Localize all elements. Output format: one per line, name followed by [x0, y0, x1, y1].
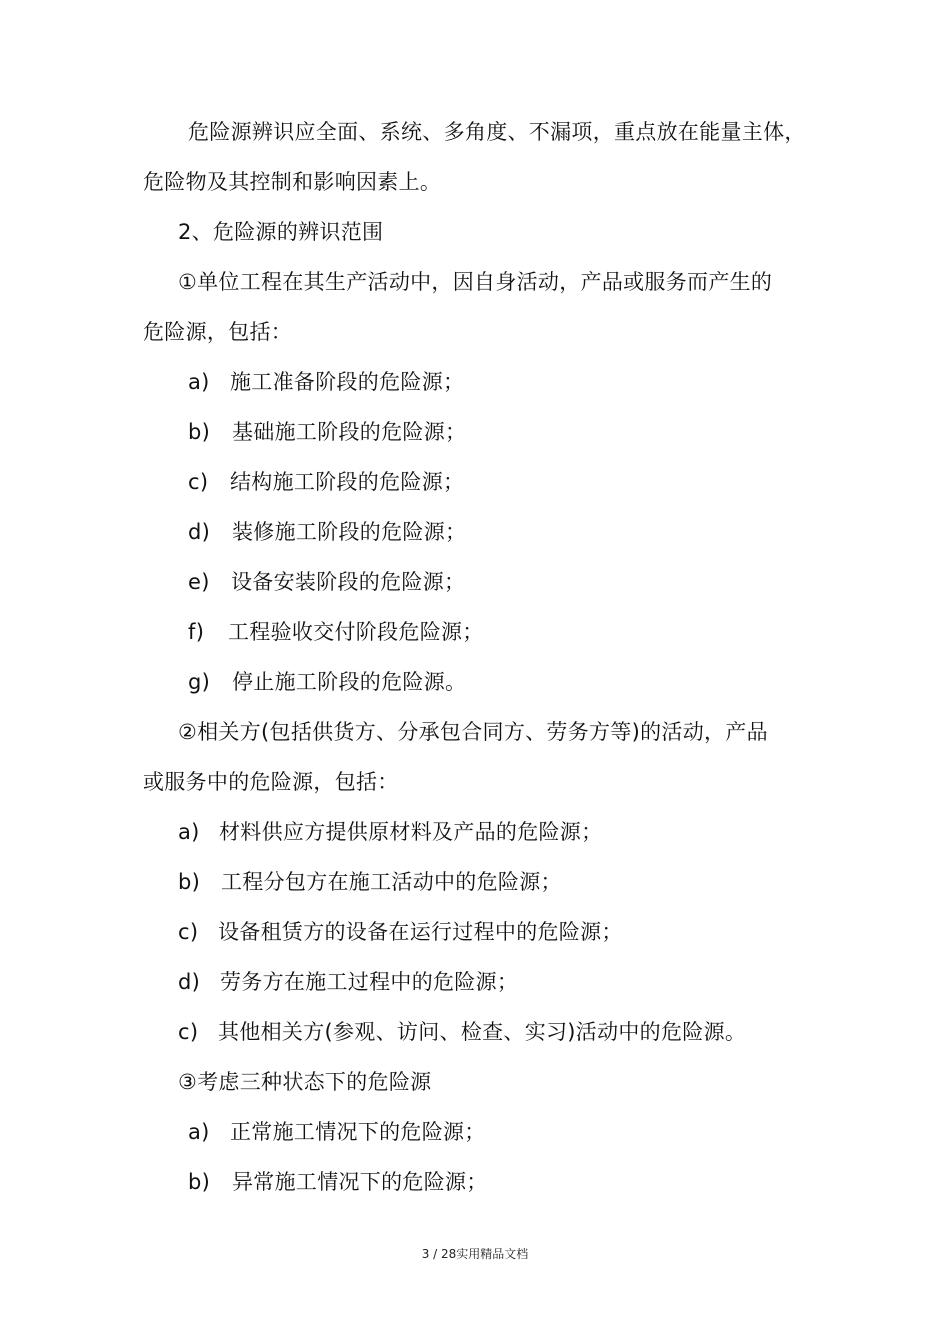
paragraph-line: 危险源辨识应全面、系统、多角度、不漏项，重点放在能量主体， — [188, 120, 806, 144]
list-item — [188, 367, 464, 397]
list-item — [188, 1167, 488, 1197]
list-marker: b) — [188, 1170, 211, 1194]
list-marker: c) — [188, 470, 209, 494]
list-item-text: 正常施工情况下的危险源； — [230, 1120, 486, 1144]
list-item — [178, 917, 623, 947]
list-marker: c) — [178, 1020, 199, 1044]
list-item — [188, 1117, 486, 1147]
list-item — [178, 967, 518, 997]
paragraph-line: ②相关方(包括供货方、分承包合同方、劳务方等)的活动，产品 — [178, 720, 768, 744]
list-item-text: 施工准备阶段的危险源； — [230, 370, 465, 394]
list-marker: b) — [178, 870, 201, 894]
section-heading: 2、危险源的辨识范围 — [178, 220, 384, 244]
list-item-text: 其他相关方(参观、访问、检查、实习)活动中的危险源。 — [218, 1020, 747, 1044]
list-item-text: 材料供应方提供原材料及产品的危险源； — [219, 820, 603, 844]
list-item — [178, 867, 562, 897]
list-marker: g) — [188, 670, 211, 694]
list-item — [188, 567, 465, 597]
list-item — [188, 667, 466, 697]
list-item — [178, 817, 602, 847]
list-item — [188, 467, 464, 497]
list-item-text: 结构施工阶段的危险源； — [230, 470, 465, 494]
list-marker: a) — [178, 820, 200, 844]
paragraph-line: 或服务中的危险源，包括： — [143, 770, 399, 794]
list-item-text: 设备租赁方的设备在运行过程中的危险源； — [218, 920, 623, 944]
list-marker: a) — [188, 1120, 210, 1144]
list-item-text: 异常施工情况下的危险源； — [232, 1170, 488, 1194]
list-marker: b) — [188, 420, 211, 444]
list-item — [188, 417, 466, 447]
list-marker: d) — [178, 970, 201, 994]
page-footer: 3 / 28实用精品文档 — [421, 1247, 529, 1261]
list-marker: d) — [188, 520, 211, 544]
list-item — [178, 1017, 746, 1047]
list-item-text: 基础施工阶段的危险源； — [232, 420, 467, 444]
list-marker: a) — [188, 370, 210, 394]
paragraph-line: 危险物及其控制和影响因素上。 — [143, 170, 442, 194]
list-item — [188, 517, 466, 547]
list-marker: e) — [188, 570, 210, 594]
list-marker: f) — [188, 620, 205, 644]
list-item-text: 劳务方在施工过程中的危险源； — [220, 970, 519, 994]
paragraph-line: ①单位工程在其生产活动中，因自身活动，产品或服务而产生的 — [178, 270, 773, 294]
list-item — [188, 617, 484, 647]
list-item-text: 工程验收交付阶段危险源； — [228, 620, 484, 644]
list-item-text: 设备安装阶段的危险源； — [231, 570, 466, 594]
list-item-text: 工程分包方在施工活动中的危险源； — [221, 870, 562, 894]
list-marker: c) — [178, 920, 199, 944]
list-item-text: 装修施工阶段的危险源； — [232, 520, 467, 544]
list-item-text: 停止施工阶段的危险源。 — [232, 670, 467, 694]
paragraph-line: 危险源，包括： — [143, 320, 293, 344]
paragraph-line: ③考虑三种状态下的危险源 — [178, 1070, 432, 1094]
